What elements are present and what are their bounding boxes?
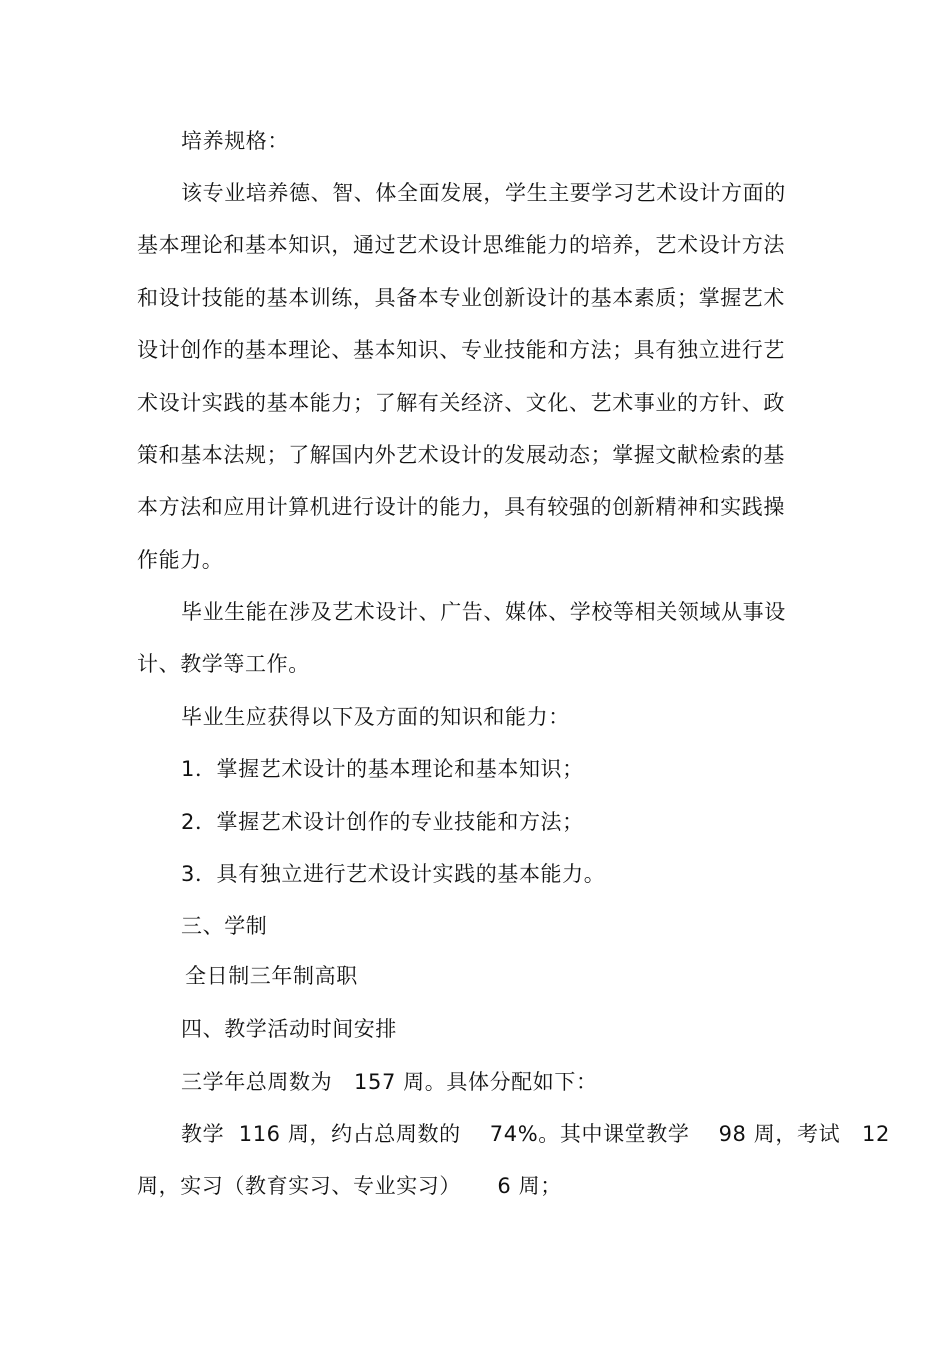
paragraph-line: 本方法和应用计算机进行设计的能力，具有较强的创新精神和实践操 [137, 495, 785, 519]
section-heading: 培养规格： [181, 129, 289, 153]
paragraph-line: 术设计实践的基本能力；了解有关经济、文化、艺术事业的方针、政 [137, 391, 785, 415]
section3-heading: 三、学制 [181, 914, 268, 938]
section4-heading: 四、教学活动时间安排 [181, 1017, 397, 1041]
paragraph-line: 基本理论和基本知识，通过艺术设计思维能力的培养，艺术设计方法 [137, 233, 785, 257]
paragraph-line: 策和基本法规；了解国内外艺术设计的发展动态；掌握文献检索的基 [137, 443, 785, 467]
list-item: 1．掌握艺术设计的基本理论和基本知识； [181, 757, 584, 781]
paragraph-line: 和设计技能的基本训练，具备本专业创新设计的基本素质；掌握艺术 [137, 286, 785, 310]
paragraph-line: 该专业培养德、智、体全面发展，学生主要学习艺术设计方面的 [181, 181, 786, 205]
paragraph-line: 教学 116 周，约占总周数的 74%。其中课堂教学 98 周，考试 12 [181, 1122, 890, 1146]
paragraph-line: 设计创作的基本理论、基本知识、专业技能和方法；具有独立进行艺 [137, 338, 785, 362]
weeks-total-line: 三学年总周数为 157 周。具体分配如下： [181, 1070, 598, 1094]
paragraph-line: 作能力。 [137, 548, 224, 572]
abilities-intro: 毕业生应获得以下及方面的知识和能力： [181, 705, 570, 729]
list-item: 3．具有独立进行艺术设计实践的基本能力。 [181, 862, 606, 886]
paragraph-line: 毕业生能在涉及艺术设计、广告、媒体、学校等相关领域从事设 [181, 600, 786, 624]
list-item: 2．掌握艺术设计创作的专业技能和方法； [181, 810, 584, 834]
paragraph-line: 计、教学等工作。 [137, 652, 310, 676]
paragraph-line: 周，实习（教育实习、专业实习） 6 周； [137, 1174, 562, 1198]
section3-body: 全日制三年制高职 [185, 964, 358, 988]
